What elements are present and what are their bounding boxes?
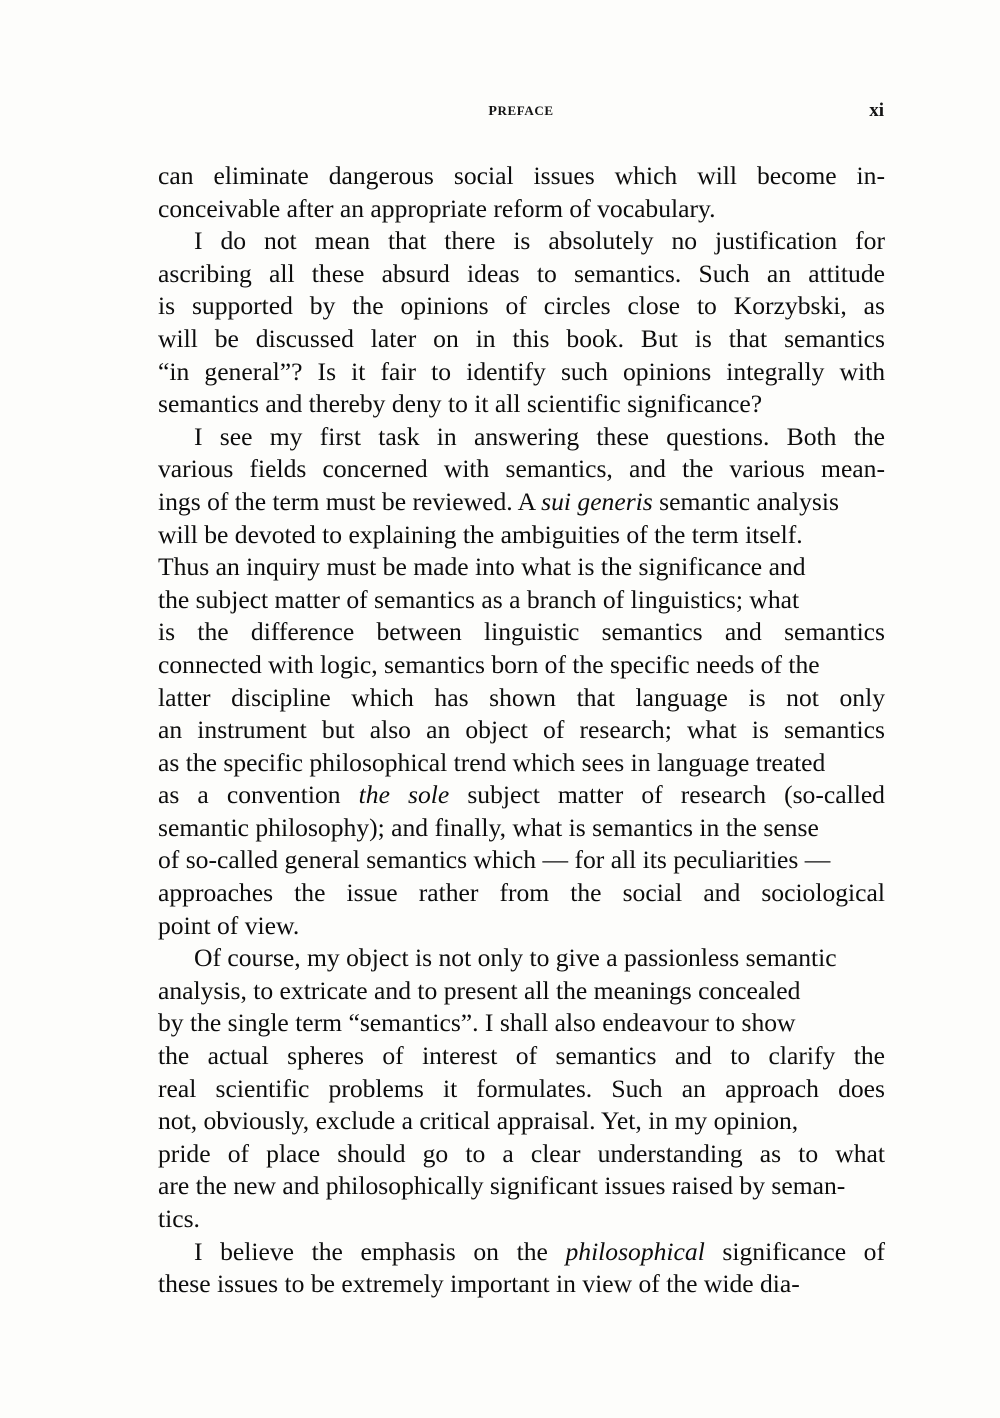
text-line: point of view. <box>158 910 300 940</box>
text-line: pride of place should go to a clear understanding as to what <box>158 1138 885 1168</box>
running-head <box>158 98 884 124</box>
text-line: real scientific problems it formulates. Such an approach does <box>158 1073 885 1103</box>
text-line: by the single term “semantics”. I shall also endeavour to show <box>158 1008 796 1038</box>
text-line: approaches the issue rather from the social and sociological <box>158 878 885 908</box>
text-line: are the new and philosophically significant issues raised by seman- <box>158 1171 846 1201</box>
text-line: ascribing all these absurd ideas to semantics. Such an attitude <box>158 258 885 288</box>
text-line: Thus an inquiry must be made into what is the significance and <box>158 552 806 582</box>
text-line: Of course, my object is not only to give a passionless semantic <box>194 943 837 973</box>
paragraph-2 <box>158 225 885 421</box>
italic-phrase: sui generis <box>541 486 653 516</box>
text-line: tics. <box>158 1204 200 1233</box>
text-line: semantic philosophy); and finally, what is semantics in the sense <box>158 812 819 842</box>
text-line: the actual spheres of interest of semantics and to clarify the <box>158 1041 885 1071</box>
text-line: “in general”? Is it fair to identify such opinions integrally with <box>158 356 885 386</box>
text-line: an instrument but also an object of research; what is semantics <box>158 715 885 745</box>
text-line: not, obviously, exclude a critical appraisal. Yet, in my opinion, <box>158 1106 799 1136</box>
text-line: I see my first task in answering these questions. Both the <box>194 421 885 451</box>
text-line: I do not mean that there is absolutely no justification for <box>194 226 885 256</box>
paragraph-3 <box>158 421 885 943</box>
text-line: can eliminate dangerous social issues which will become in- <box>158 161 885 190</box>
text-line: will be discussed later on in this book. But is that semantics <box>158 323 885 353</box>
text-line: various fields concerned with semantics, and the various mean- <box>158 454 885 484</box>
text-line: the subject matter of semantics as a branch of linguistics; what <box>158 584 800 614</box>
text-line: connected with logic, semantics born of the specific needs of the <box>158 649 820 679</box>
paragraph-continuation <box>158 160 885 225</box>
text-line: these issues to be extremely important in view of the wide dia- <box>158 1269 800 1299</box>
text-line: is the difference between linguistic semantics and semantics <box>158 617 885 647</box>
text-line: will be devoted to explaining the ambiguities of the term itself. <box>158 519 803 549</box>
text-line: is supported by the opinions of circles close to Korzybski, as <box>158 291 885 321</box>
text-line: ings of the term must be reviewed. A sui generis semantic analysis <box>158 486 839 516</box>
paragraph-4 <box>158 942 885 1235</box>
text-line: as the specific philosophical trend which sees in language treated <box>158 747 826 777</box>
paragraph-5 <box>158 1236 885 1301</box>
running-head-title: preface <box>488 98 554 120</box>
text-line: conceivable after an appropriate reform of vocabulary. <box>158 193 716 223</box>
text-line: analysis, to extricate and to present all the meanings concealed <box>158 975 801 1005</box>
body-text-block <box>158 160 885 1301</box>
italic-phrase: the sole <box>358 780 450 810</box>
text-line: semantics and thereby deny to it all scientific significance? <box>158 389 763 419</box>
text-line: as a convention the sole subject matter of research (so-called <box>158 780 885 810</box>
text-line: of so-called general semantics which — for all its peculiarities — <box>158 845 831 875</box>
page-number: xi <box>869 100 884 121</box>
text-line: I believe the emphasis on the philosophical significance of <box>194 1236 885 1266</box>
text-line: latter discipline which has shown that language is not only <box>158 682 885 712</box>
italic-phrase: philosophical <box>565 1236 705 1266</box>
